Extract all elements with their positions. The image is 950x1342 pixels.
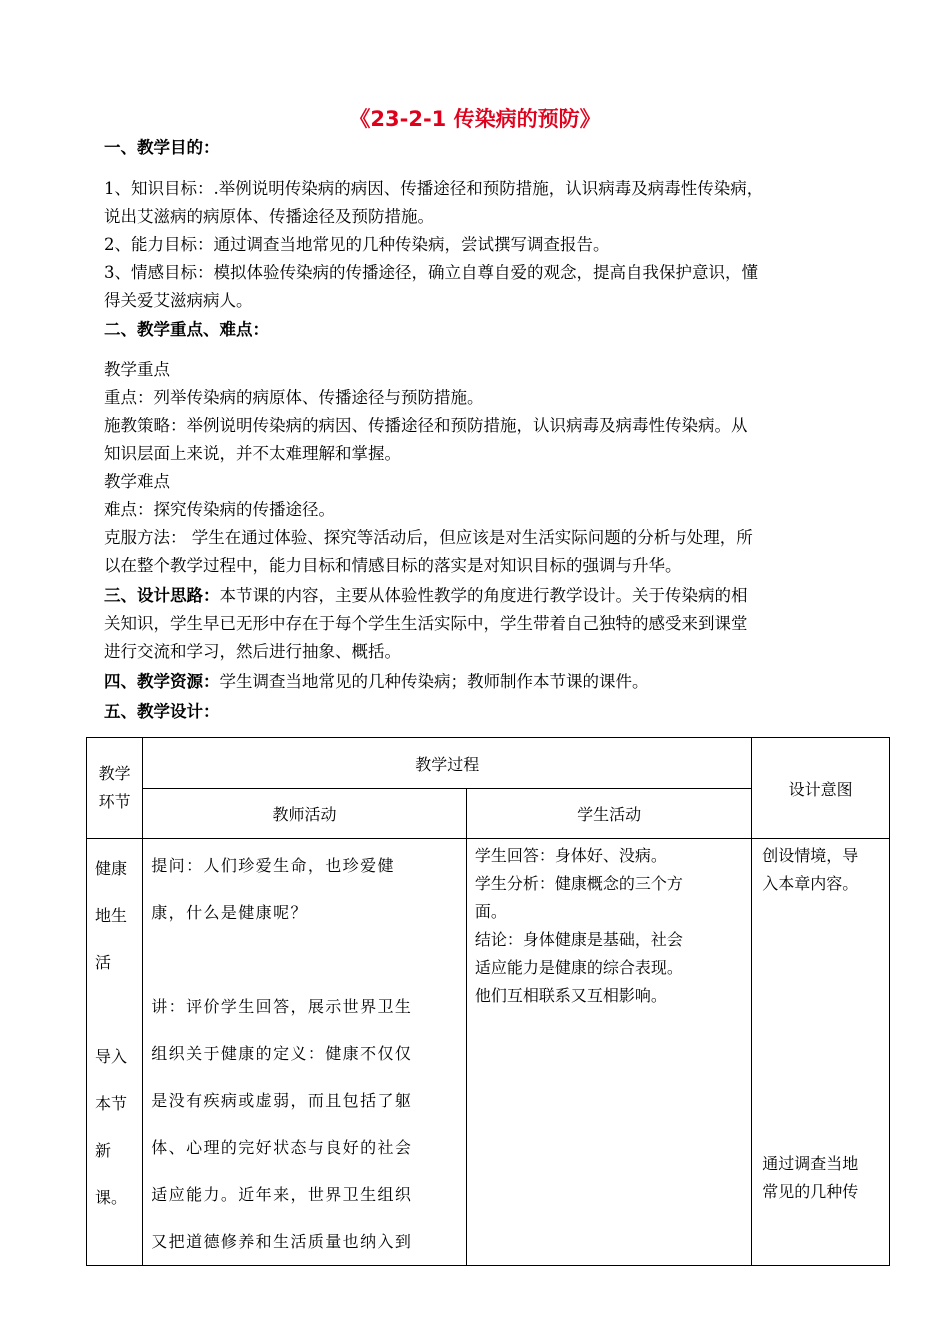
teacher-line: 提问：人们珍爱生命，也珍爱健 bbox=[151, 856, 395, 875]
section-3-heading: 三、设计思路： bbox=[104, 586, 220, 605]
section-1-line: 3、情感目标：模拟体验传染病的传播途径，确立自尊自爱的观念，提高自我保护意识，懂 bbox=[104, 263, 758, 282]
design-intent-cell bbox=[752, 839, 890, 1266]
stage-line: 地生 bbox=[95, 906, 128, 925]
section-4-text: 学生调查当地常见的几种传染病；教师制作本节课的课件。 bbox=[219, 672, 649, 691]
stage-line: 新 bbox=[95, 1141, 112, 1160]
student-line: 学生分析：健康概念的三个方 bbox=[474, 874, 683, 893]
header-stage bbox=[87, 738, 143, 839]
teacher-line: 康，什么是健康呢？ bbox=[151, 903, 308, 922]
section-2-line: 教学重点 bbox=[104, 360, 170, 379]
section-1-line: 得关爱艾滋病病人。 bbox=[104, 291, 253, 310]
section-5-heading: 五、教学设计： bbox=[104, 702, 220, 721]
lesson-design-table bbox=[86, 737, 890, 1266]
section-2-heading: 二、教学重点、难点： bbox=[104, 320, 269, 339]
intent-line: 创设情境，导 bbox=[762, 846, 859, 865]
student-line: 面。 bbox=[474, 902, 507, 921]
stage-line bbox=[95, 986, 135, 1033]
teacher-line: 适应能力。近年来，世界卫生组织 bbox=[151, 1185, 413, 1204]
teacher-line bbox=[151, 936, 458, 983]
student-line: 他们互相联系又互相影响。 bbox=[474, 986, 667, 1005]
section-4-heading: 四、教学资源： bbox=[104, 672, 220, 691]
section-1-line: 1、知识目标：.举例说明传染病的病因、传播途径和预防措施，认识病毒及病毒性传染病， bbox=[104, 179, 764, 198]
intent-line: 通过调查当地 bbox=[762, 1154, 859, 1173]
section-3-line bbox=[104, 582, 874, 610]
student-activity-cell bbox=[466, 839, 751, 1266]
section-2-line: 教学难点 bbox=[104, 472, 170, 491]
section-1-heading: 一、教学目的： bbox=[104, 138, 220, 157]
stage-line: 本节 bbox=[95, 1094, 128, 1113]
section-2-line: 施教策略：举例说明传染病的病因、传播途径和预防措施，认识病毒及病毒性传染病。从 bbox=[104, 416, 748, 435]
student-line: 适应能力是健康的综合表现。 bbox=[474, 958, 683, 977]
teacher-line: 又把道德修养和生活质量也纳入到 bbox=[151, 1232, 413, 1251]
teacher-line: 是没有疾病或虚弱，而且包括了躯 bbox=[151, 1091, 413, 1110]
header-intent: 设计意图 bbox=[752, 738, 890, 839]
teacher-activity-cell bbox=[143, 839, 467, 1266]
header-process: 教学过程 bbox=[143, 738, 752, 789]
section-1-line: 2、能力目标：通过调查当地常见的几种传染病，尝试撰写调查报告。 bbox=[104, 235, 610, 254]
section-2-line: 知识层面上来说，并不太难理解和掌握。 bbox=[104, 444, 401, 463]
section-3-line: 关知识，学生早已无形中存在于每个学生生活实际中，学生带着自己独特的感受来到课堂 bbox=[104, 614, 748, 633]
teacher-line: 组织关于健康的定义：健康不仅仅 bbox=[151, 1044, 413, 1063]
section-2-line: 以在整个教学过程中，能力目标和情感目标的落实是对知识目标的强调与升华。 bbox=[104, 556, 682, 575]
intent-line: 常见的几种传 bbox=[762, 1182, 859, 1201]
stage-line: 健康 bbox=[95, 859, 128, 878]
section-3-text: 本节课的内容，主要从体验性教学的角度进行教学设计。关于传染病的相 bbox=[219, 586, 748, 605]
stage-line: 导入 bbox=[95, 1047, 128, 1066]
stage-line: 课。 bbox=[95, 1188, 128, 1207]
section-4-line bbox=[104, 668, 874, 696]
teacher-line: 体、心理的完好状态与良好的社会 bbox=[151, 1138, 413, 1157]
intent-line: 入本章内容。 bbox=[762, 874, 859, 893]
header-stage-label: 教学环节 bbox=[98, 764, 131, 811]
student-line: 学生回答：身体好、没病。 bbox=[474, 846, 667, 865]
student-line: 结论：身体健康是基础，社会 bbox=[474, 930, 683, 949]
header-student-activity: 学生活动 bbox=[466, 789, 751, 839]
section-1-line: 说出艾滋病的病原体、传播途径及预防措施。 bbox=[104, 207, 434, 226]
header-teacher-activity: 教师活动 bbox=[143, 789, 467, 839]
stage-cell bbox=[87, 839, 143, 1266]
document-title: 《23-2-1 传染病的预防》 bbox=[349, 107, 601, 131]
section-2-line: 重点：列举传染病的病原体、传播途径与预防措施。 bbox=[104, 388, 484, 407]
section-2-line: 克服方法： 学生在通过体验、探究等活动后，但应该是对生活实际问题的分析与处理，所 bbox=[104, 528, 753, 547]
stage-line: 活 bbox=[95, 953, 112, 972]
section-2-line: 难点：探究传染病的传播途径。 bbox=[104, 500, 335, 519]
section-3-line: 进行交流和学习，然后进行抽象、概括。 bbox=[104, 642, 401, 661]
teacher-line: 讲：评价学生回答，展示世界卫生 bbox=[151, 997, 413, 1016]
